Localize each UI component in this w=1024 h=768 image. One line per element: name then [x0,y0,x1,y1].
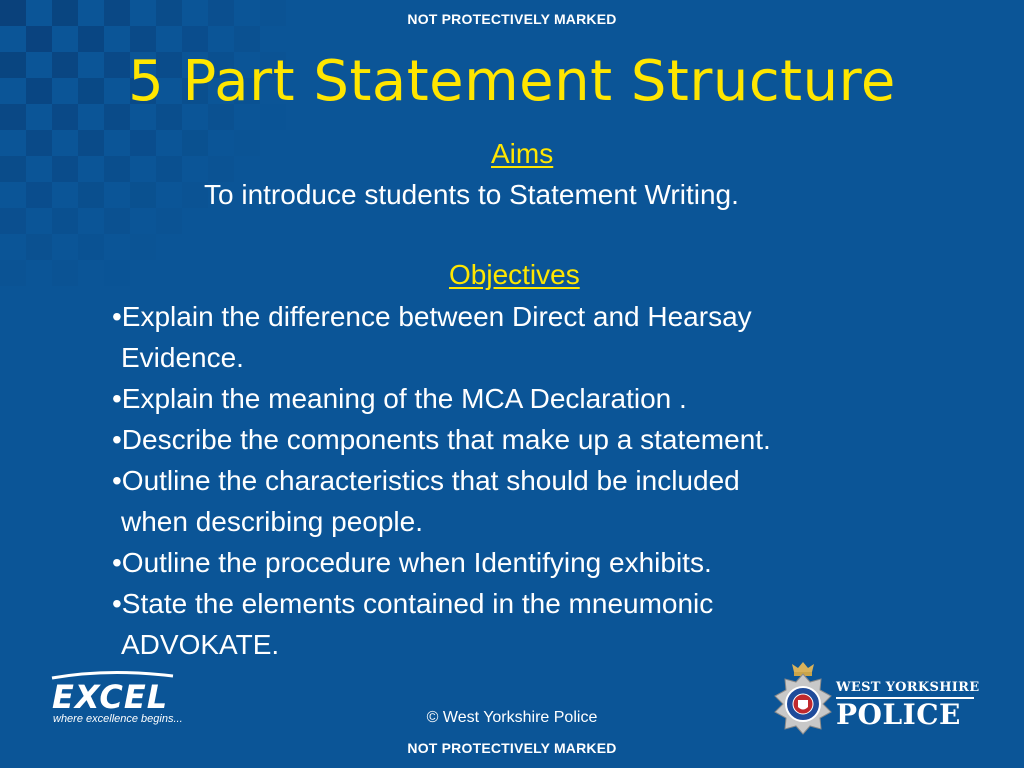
objective-line: •Outline the procedure when Identifying exhibits. [112,547,712,578]
aims-heading: Aims [491,138,554,169]
security-marking-top: NOT PROTECTIVELY MARKED [407,11,617,27]
police-crest-icon [770,660,836,736]
security-marking-bottom: NOT PROTECTIVELY MARKED [407,740,617,756]
svg-text:EXCEL: EXCEL [52,678,169,716]
objective-line: •Describe the components that make up a statement. [112,424,771,455]
objectives-heading: Objectives [449,259,580,290]
objective-line: •Explain the meaning of the MCA Declaration . [112,383,687,414]
objective-line: when describing people. [121,506,423,537]
wyp-line1: WEST YORKSHIRE [836,680,980,695]
copyright-text: © West Yorkshire Police [426,709,598,726]
excel-tagline: where excellence begins... [53,713,183,725]
objective-line: Evidence. [121,342,244,373]
slide-title: 5 Part Statement Structure [128,49,896,114]
objective-line: •Explain the difference between Direct and Hearsay [112,301,752,332]
objective-line: •State the elements contained in the mneumonic [112,588,714,619]
wyp-line2: POLICE [836,698,961,731]
objective-line: •Outline the characteristics that should be included [112,465,740,496]
objective-line: ADVOKATE. [121,629,280,660]
aims-text: To introduce students to Statement Writing. [204,179,739,210]
